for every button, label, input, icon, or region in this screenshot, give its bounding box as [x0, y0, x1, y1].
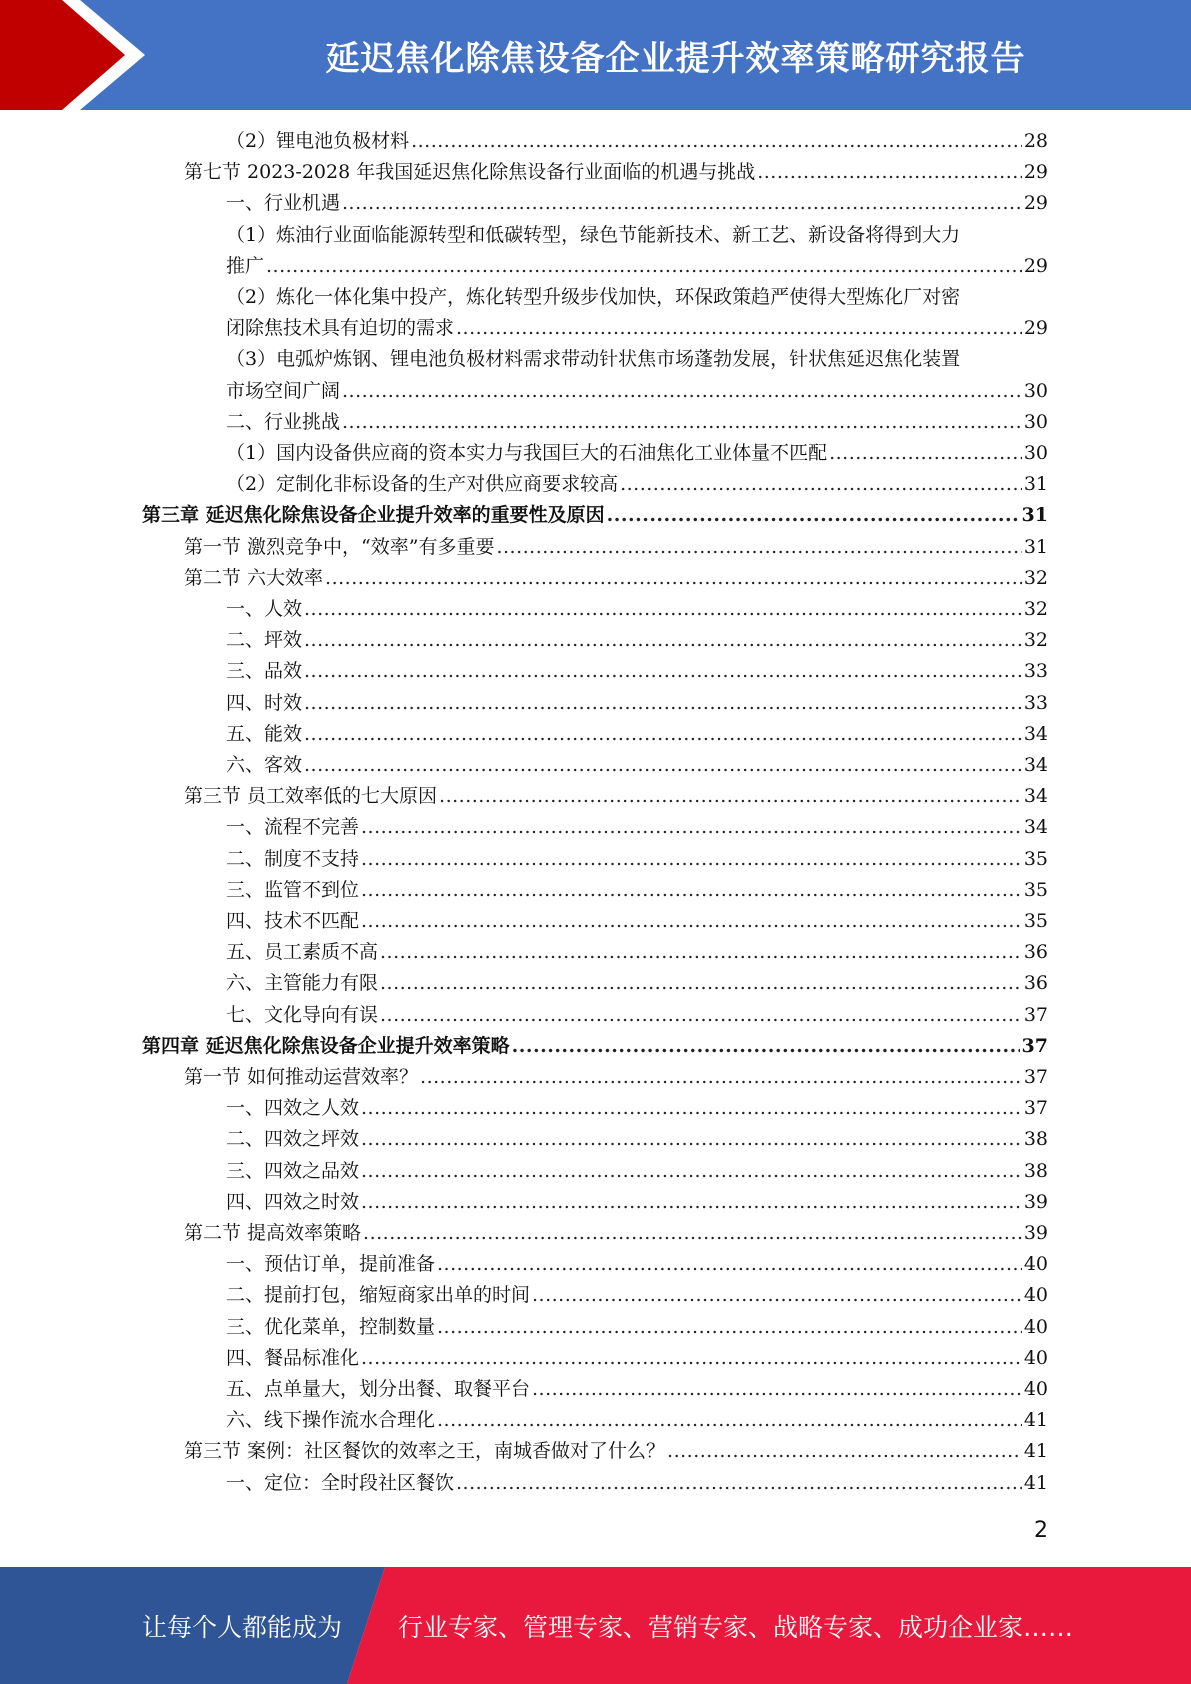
- toc-page-number: 31: [1021, 504, 1048, 527]
- toc-dot-leader: [361, 1343, 1022, 1374]
- toc-entry-line: [184, 1436, 1048, 1467]
- toc-entry-line: [226, 251, 1048, 282]
- toc-entry-title: 第二节 提高效率策略: [184, 1222, 362, 1244]
- toc-entry-line: [226, 1093, 1048, 1124]
- toc-entry-title: 第一节 如何推动运营效率？: [184, 1066, 419, 1088]
- toc-dot-leader: [304, 625, 1022, 656]
- toc-entry-title: 推广: [226, 254, 265, 277]
- toc-entry-text-line1: （2）炼化一体化集中投产，炼化转型升级步伐加快，环保政策趋严使得大型炼化厂对密: [226, 286, 961, 308]
- toc-dot-leader: [342, 407, 1022, 438]
- toc-dot-leader: [532, 1280, 1022, 1311]
- toc-entry-line: [226, 1124, 1048, 1155]
- toc-page-number: 34: [1023, 816, 1048, 839]
- toc-page-number: 35: [1023, 910, 1048, 932]
- toc-entry-line: [226, 188, 1048, 219]
- toc-page-number: 29: [1023, 161, 1048, 184]
- toc-entry-title: 第三节 员工效率低的七大原因: [184, 785, 438, 808]
- toc-entry-line: [226, 875, 1048, 906]
- toc-dot-leader: [342, 376, 1022, 407]
- toc-entry-line: [226, 1156, 1048, 1187]
- toc-entry-title: 二、坪效: [226, 629, 303, 652]
- toc-entry-line: [226, 1249, 1048, 1280]
- toc-page-number: 29: [1023, 317, 1048, 340]
- toc-page-number: 37: [1023, 1066, 1048, 1088]
- toc-entry-title: 第三章 延迟焦化除焦设备企业提升效率的重要性及原因: [142, 504, 605, 527]
- toc-page-number: 39: [1023, 1222, 1048, 1244]
- toc-entry-title: 四、时效: [226, 691, 303, 714]
- toc-page-number: 37: [1023, 1003, 1048, 1026]
- toc-dot-leader: [757, 157, 1022, 188]
- toc-page-number: 30: [1023, 379, 1048, 402]
- toc-entry-text-line1: （3）电弧炉炼钢、锂电池负极材料需求带动针状焦市场蓬勃发展，针状焦延迟焦化装置: [226, 348, 961, 371]
- toc-page-number: 40: [1023, 1284, 1048, 1307]
- toc-entry-title: 三、监管不到位: [226, 878, 360, 901]
- toc-entry-title: 五、点单量大，划分出餐、取餐平台: [226, 1378, 531, 1400]
- toc-entry-line: [226, 656, 1048, 687]
- toc-page-number: 33: [1023, 660, 1048, 683]
- toc-dot-leader: [456, 1468, 1022, 1499]
- toc-entry-line: [226, 594, 1048, 625]
- toc-entry-line: [226, 438, 1048, 469]
- toc-entry-title: （2）锂电池负极材料: [226, 130, 410, 152]
- toc-page-number: 30: [1023, 442, 1048, 464]
- toc-entry-title: 七、文化导向有误: [226, 1003, 379, 1026]
- toc-dot-leader: [361, 1093, 1022, 1124]
- toc-dot-leader: [304, 594, 1022, 625]
- toc-entry-line: [226, 1280, 1048, 1311]
- toc-page-number: 41: [1023, 1440, 1048, 1463]
- toc-entry-line: [184, 157, 1048, 188]
- toc-entry-line: [226, 1374, 1048, 1405]
- toc-dot-leader: [342, 188, 1022, 219]
- toc-dot-leader: [829, 438, 1022, 469]
- toc-dot-leader: [437, 1312, 1022, 1343]
- footer-slogan-left: 让每个人都能成为: [142, 1612, 343, 1642]
- toc-entry-title: 第一节 激烈竞争中，“效率”有多重要: [184, 535, 495, 558]
- toc-entry-title: 第三节 案例：社区餐饮的效率之王，南城香做对了什么？: [184, 1440, 666, 1463]
- toc-page-number: 38: [1023, 1159, 1048, 1182]
- toc-dot-leader: [363, 1218, 1022, 1249]
- toc-entry-title: 一、预估订单，提前准备: [226, 1253, 436, 1276]
- toc-entry-line: [226, 719, 1048, 750]
- toc-entry-line: [226, 126, 1048, 157]
- toc-page-number: 32: [1023, 566, 1048, 589]
- toc-dot-leader: [361, 875, 1022, 906]
- toc-entry-line: [226, 1405, 1048, 1436]
- toc-dot-leader: [361, 1187, 1022, 1218]
- page-footer: [0, 1567, 1191, 1684]
- toc-entry-title: 二、制度不支持: [226, 847, 360, 870]
- toc-entry-title: 四、技术不匹配: [226, 910, 360, 932]
- toc-entry-line: [184, 1062, 1048, 1093]
- toc-page-number: 31: [1023, 535, 1048, 558]
- toc-dot-leader: [607, 500, 1020, 531]
- toc-entry-text-line1: （1）炼油行业面临能源转型和低碳转型，绿色节能新技术、新工艺、新设备将得到大力: [226, 223, 961, 246]
- toc-entry-line: [226, 937, 1048, 968]
- toc-page-number: 40: [1023, 1253, 1048, 1276]
- toc-page-number: 40: [1023, 1378, 1048, 1400]
- toc-entry-title: 四、餐品标准化: [226, 1346, 360, 1369]
- toc-entry-title: 第七节 2023-2028 年我国延迟焦化除焦设备行业面临的机遇与挑战: [184, 161, 756, 184]
- toc-entry-line: [226, 812, 1048, 843]
- toc-entry-line: [226, 906, 1048, 937]
- toc-entry-title: 四、四效之时效: [226, 1190, 360, 1213]
- toc-entry-title: 一、流程不完善: [226, 816, 360, 839]
- toc-entry-title: 一、定位：全时段社区餐饮: [226, 1471, 455, 1494]
- page-number: 2: [1034, 1518, 1048, 1543]
- toc-page-number: 32: [1023, 598, 1048, 620]
- toc-page-number: 32: [1023, 629, 1048, 652]
- toc-dot-leader: [496, 532, 1021, 563]
- toc-entry-title: 六、线下操作流水合理化: [226, 1409, 436, 1432]
- toc-entry-title: 二、行业挑战: [226, 410, 341, 433]
- toc-entry-line: [226, 688, 1048, 719]
- toc-dot-leader: [667, 1436, 1022, 1467]
- toc-page-number: 35: [1023, 847, 1048, 870]
- toc-dot-leader: [361, 812, 1022, 843]
- toc-entry-line: [226, 376, 1048, 407]
- toc-entry-title: 一、四效之人效: [226, 1097, 360, 1120]
- toc-entry-title: 六、主管能力有限: [226, 972, 379, 995]
- toc-dot-leader: [420, 1062, 1022, 1093]
- toc-entry-line: [226, 1187, 1048, 1218]
- toc-entry-title: 第四章 延迟焦化除焦设备企业提升效率策略: [142, 1034, 510, 1057]
- toc-dot-leader: [439, 781, 1022, 812]
- toc-page-number: 39: [1023, 1190, 1048, 1213]
- toc-page-number: 36: [1023, 972, 1048, 995]
- toc-entry-line: [226, 313, 1048, 344]
- toc-entry-title: 一、人效: [226, 598, 303, 620]
- toc-entry-line: [226, 1000, 1048, 1031]
- toc-dot-leader: [304, 656, 1022, 687]
- toc-entry-line: [226, 407, 1048, 438]
- toc-page-number: 36: [1023, 941, 1048, 964]
- toc-page-number: 40: [1023, 1315, 1048, 1338]
- toc-dot-leader: [532, 1374, 1022, 1405]
- toc-entry-line: [184, 532, 1048, 563]
- toc-entry-title: 一、行业机遇: [226, 192, 341, 215]
- toc-dot-leader: [456, 313, 1022, 344]
- toc-dot-leader: [411, 126, 1022, 157]
- toc-entry-title: 六、客效: [226, 754, 303, 776]
- page-header: [0, 0, 1191, 110]
- toc-entry-title: 三、四效之品效: [226, 1159, 360, 1182]
- toc-page-number: 41: [1023, 1471, 1048, 1494]
- toc-entry-title: 市场空间广阔: [226, 379, 341, 402]
- toc-page-number: 38: [1023, 1128, 1048, 1151]
- toc-dot-leader: [361, 1124, 1022, 1155]
- toc-dot-leader: [512, 1031, 1020, 1062]
- toc-page-number: 37: [1023, 1097, 1048, 1120]
- toc-entry-title: （1）国内设备供应商的资本实力与我国巨大的石油焦化工业体量不匹配: [226, 442, 828, 464]
- toc-page-number: 29: [1023, 254, 1048, 277]
- toc-entry-title: 二、四效之坪效: [226, 1128, 360, 1151]
- toc-page-number: 34: [1023, 722, 1048, 745]
- toc-dot-leader: [437, 1405, 1022, 1436]
- footer-slogan-right: 行业专家、管理专家、营销专家、战略专家、成功企业家……: [398, 1612, 1074, 1642]
- toc-entry-title: 闭除焦技术具有迫切的需求: [226, 317, 455, 340]
- toc-dot-leader: [361, 906, 1022, 937]
- toc-page-number: 35: [1023, 878, 1048, 901]
- toc-entry-line: [226, 1343, 1048, 1374]
- toc-dot-leader: [304, 750, 1022, 781]
- toc-page-number: 30: [1023, 410, 1048, 433]
- toc-entry-line: [226, 968, 1048, 999]
- toc-page-number: 40: [1023, 1346, 1048, 1369]
- toc-dot-leader: [361, 1156, 1022, 1187]
- toc-entry-title: 三、品效: [226, 660, 303, 683]
- toc-page-number: 28: [1023, 130, 1048, 152]
- toc-dot-leader: [304, 688, 1022, 719]
- toc-dot-leader: [304, 719, 1022, 750]
- report-title: 延迟焦化除焦设备企业提升效率策略研究报告: [325, 38, 1026, 79]
- toc-dot-leader: [266, 251, 1022, 282]
- toc-page-number: 41: [1023, 1409, 1048, 1432]
- toc-page-number: 33: [1023, 691, 1048, 714]
- toc-entry-title: （2）定制化非标设备的生产对供应商要求较高: [226, 473, 619, 496]
- toc-entry-line: [226, 1312, 1048, 1343]
- toc-entry-line: [142, 1031, 1048, 1062]
- toc-entry-line: [184, 1218, 1048, 1249]
- toc-dot-leader: [620, 469, 1022, 500]
- toc-dot-leader: [380, 1000, 1022, 1031]
- toc-entry-title: 二、提前打包，缩短商家出单的时间: [226, 1284, 531, 1307]
- toc-page-number: 34: [1023, 785, 1048, 808]
- toc-entry-title: 五、员工素质不高: [226, 941, 379, 964]
- toc-entry-line: [184, 563, 1048, 594]
- toc-entry-line: [226, 625, 1048, 656]
- toc-page-number: 31: [1023, 473, 1048, 496]
- toc-page-number: 37: [1021, 1034, 1048, 1057]
- toc-entry-line: [226, 469, 1048, 500]
- toc-entry-line: [184, 781, 1048, 812]
- toc-dot-leader: [380, 937, 1022, 968]
- toc-entry-line: [142, 500, 1048, 531]
- toc-entry-title: 第二节 六大效率: [184, 566, 324, 589]
- toc-page-number: 29: [1023, 192, 1048, 215]
- toc-dot-leader: [325, 563, 1022, 594]
- toc-entry-line: [226, 750, 1048, 781]
- toc-dot-leader: [380, 968, 1022, 999]
- toc-entry-line: [226, 844, 1048, 875]
- toc-entry-line: [226, 1468, 1048, 1499]
- toc-entry-title: 五、能效: [226, 722, 303, 745]
- toc-dot-leader: [437, 1249, 1022, 1280]
- toc-entry-title: 三、优化菜单，控制数量: [226, 1315, 436, 1338]
- toc-dot-leader: [361, 844, 1022, 875]
- toc-page-number: 34: [1023, 754, 1048, 776]
